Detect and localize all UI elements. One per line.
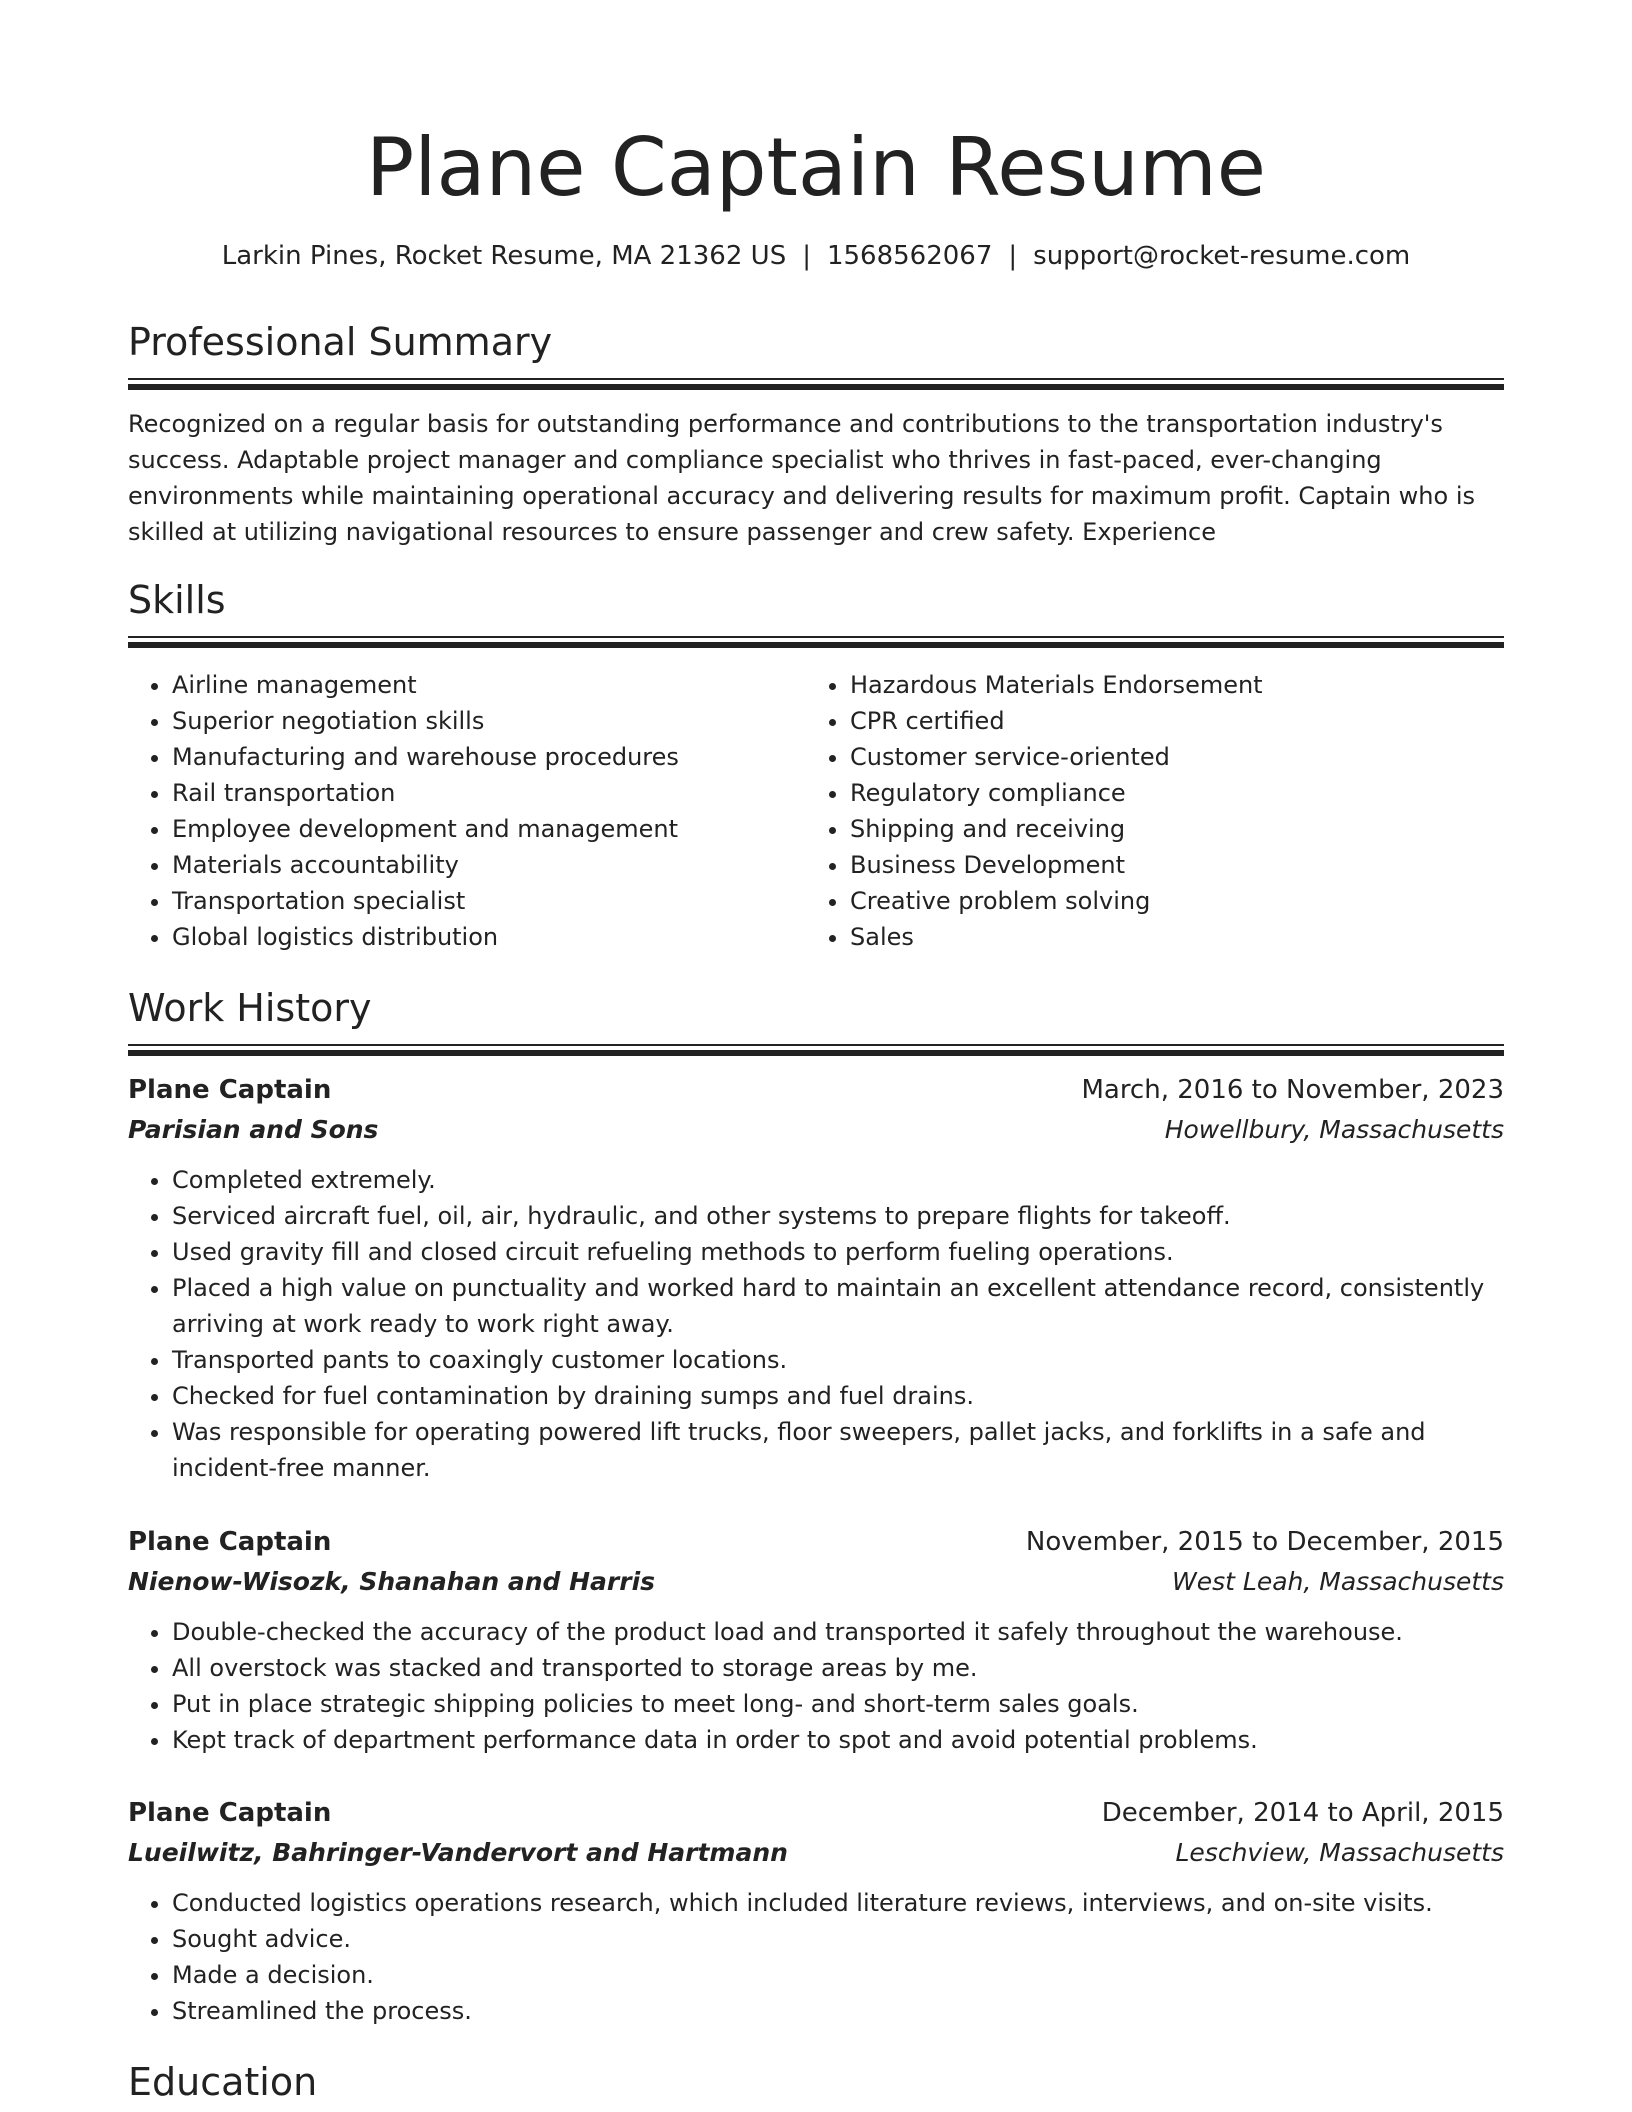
skill-item: • Rail transportation [172, 775, 788, 811]
skills-section-header [128, 576, 1504, 648]
job-bullets [128, 1614, 1504, 1758]
job-bullet: • Was responsible for operating powered lift trucks, floor sweepers, pallet jacks, and forklifts in a safe and incident-free manner. [172, 1414, 1504, 1486]
summary-section-header [128, 318, 1504, 390]
job-dates: November, 2015 to December, 2015 [1025, 1527, 1504, 1557]
work-heading: Work History [128, 986, 372, 1030]
job-title: Plane Captain [128, 1075, 332, 1105]
job-company-row [128, 1833, 1504, 1873]
contact-phone: 1568562067 [826, 241, 993, 271]
job-bullet: • Used gravity fill and closed circuit refueling methods to perform fueling operations. [172, 1234, 1504, 1270]
summary-text: Recognized on a regular basis for outstanding performance and contributions to the transportation industry's success. Adaptable project manager and compliance specialist who thrives in fast-paced, ever-changing environments while maintaining operational accuracy and delivering results for maximum profit. Captain who is skilled at utilizing navigational resources to ensure passenger and crew safety. Experience [128, 410, 1475, 546]
contact-line [128, 236, 1504, 276]
job-bullet: • Serviced aircraft fuel, oil, air, hydraulic, and other systems to prepare flights for takeoff. [172, 1198, 1504, 1234]
job-header-row [128, 1793, 1504, 1833]
skill-item: • Materials accountability [172, 847, 788, 883]
job-company: Lueilwitz, Bahringer-Vandervort and Hartmann [128, 1838, 788, 1867]
job-bullet: • Made a decision. [172, 1957, 1504, 1993]
job-bullet: • All overstock was stacked and transported to storage areas by me. [172, 1650, 1504, 1686]
job-header-row [128, 1070, 1504, 1110]
job-company-row [128, 1110, 1504, 1150]
job-company-row [128, 1562, 1504, 1602]
job-bullet: • Put in place strategic shipping policies to meet long- and short-term sales goals. [172, 1686, 1504, 1722]
job-bullet: • Completed extremely. [172, 1162, 1504, 1198]
job-header-row [128, 1522, 1504, 1562]
job-entry [128, 1070, 1504, 1486]
job-bullet: • Checked for fuel contamination by draining sumps and fuel drains. [172, 1378, 1504, 1414]
contact-email: support@rocket-resume.com [1033, 241, 1411, 271]
skill-item: • CPR certified [850, 703, 1466, 739]
job-title: Plane Captain [128, 1527, 332, 1557]
skill-item: • Shipping and receiving [850, 811, 1466, 847]
job-bullet: • Streamlined the process. [172, 1993, 1504, 2029]
skills-column-left [128, 667, 788, 955]
job-location: Leschview, Massachusetts [1175, 1838, 1504, 1867]
skill-item: • Sales [850, 919, 1466, 955]
contact-address: Larkin Pines, Rocket Resume, MA 21362 US [221, 241, 787, 271]
skill-item: • Global logistics distribution [172, 919, 788, 955]
skill-item: • Superior negotiation skills [172, 703, 788, 739]
contact-separator: | [1008, 241, 1018, 271]
job-bullet: • Placed a high value on punctuality and worked hard to maintain an excellent attendance record, consistently arriving at work ready to work right away. [172, 1270, 1504, 1342]
skill-item: • Manufacturing and warehouse procedures [172, 739, 788, 775]
job-company: Nienow-Wisozk, Shanahan and Harris [128, 1567, 656, 1596]
skill-item: • Employee development and management [172, 811, 788, 847]
skills-heading: Skills [128, 578, 226, 622]
section-divider [128, 1044, 1504, 1056]
job-entry [128, 1793, 1504, 2029]
skill-item: • Creative problem solving [850, 883, 1466, 919]
contact-separator: | [802, 241, 811, 271]
job-bullets [128, 1162, 1504, 1486]
skills-right-list [806, 667, 1466, 955]
section-divider [128, 378, 1504, 390]
education-section-header [128, 2058, 1504, 2106]
job-bullet: • Conducted logistics operations research, which included literature reviews, interviews, and on-site visits. [172, 1885, 1504, 1921]
job-title: Plane Captain [128, 1798, 332, 1828]
job-location: Howellbury, Massachusetts [1164, 1115, 1504, 1144]
skill-item: • Airline management [172, 667, 788, 703]
skill-item: • Business Development [850, 847, 1466, 883]
job-entry [128, 1522, 1504, 1758]
education-heading: Education [128, 2060, 318, 2104]
skill-item: • Hazardous Materials Endorsement [850, 667, 1466, 703]
section-divider [128, 636, 1504, 648]
skill-item: • Customer service-oriented [850, 739, 1466, 775]
job-bullet: • Sought advice. [172, 1921, 1504, 1957]
skills-left-list [128, 667, 788, 955]
job-dates: December, 2014 to April, 2015 [1101, 1798, 1504, 1828]
summary-heading: Professional Summary [128, 320, 553, 364]
job-bullet: • Kept track of department performance data in order to spot and avoid potential problems. [172, 1722, 1504, 1758]
job-location: West Leah, Massachusetts [1172, 1567, 1504, 1596]
skill-item: • Regulatory compliance [850, 775, 1466, 811]
skills-column-right [806, 667, 1466, 955]
job-bullet: • Transported pants to coaxingly customer locations. [172, 1342, 1504, 1378]
job-company: Parisian and Sons [128, 1115, 379, 1144]
work-section-header [128, 984, 1504, 1056]
job-bullets [128, 1885, 1504, 2029]
resume-title: Plane Captain Resume [366, 121, 1266, 214]
job-bullet: • Double-checked the accuracy of the product load and transported it safely throughout the warehouse. [172, 1614, 1504, 1650]
skill-item: • Transportation specialist [172, 883, 788, 919]
job-dates: March, 2016 to November, 2023 [1081, 1075, 1504, 1105]
